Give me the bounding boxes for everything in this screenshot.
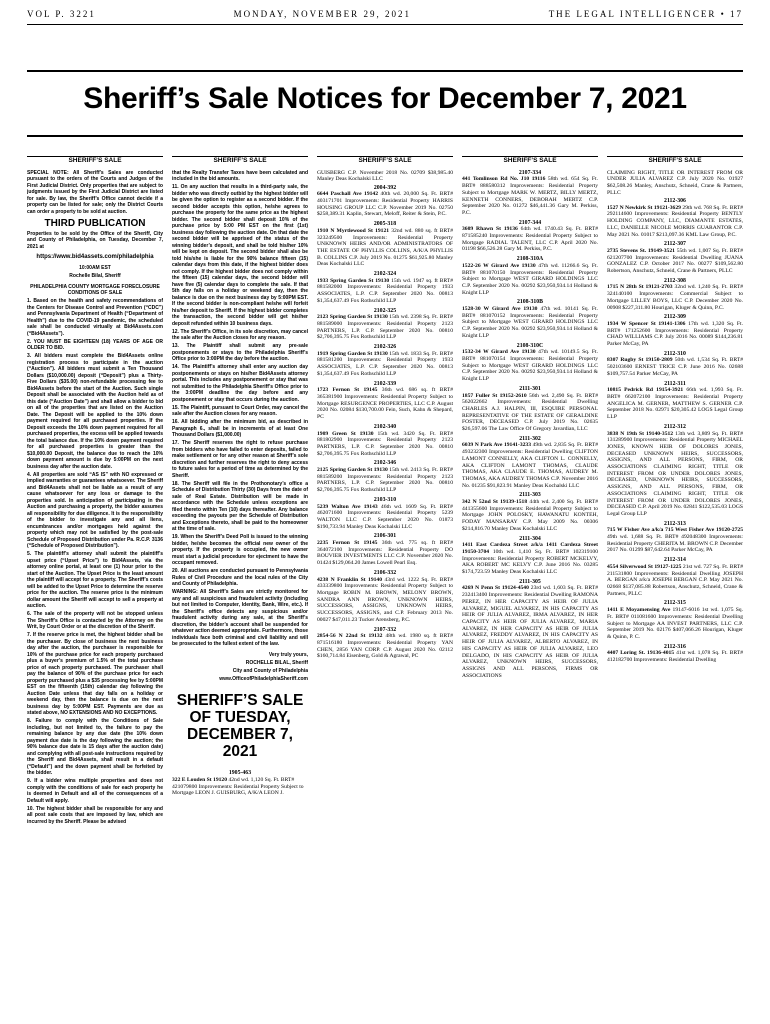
sale-entry-id: 2107-334 (518, 169, 542, 176)
sale-entry-text: 15th wd. 1947 sq. ft BRT# 881582000 Improvements: Residential Property 1933 ASSOCIATES, L.P. C.P. September 2020 No. 00813 $1,354,637.49 Fox Rothschild LLP (317, 277, 453, 304)
sale-entry-address: 2123 Spring Garden St 19130 (317, 314, 388, 321)
sale-entry-id: 2004-392 (373, 184, 397, 191)
sale-entry (317, 424, 453, 458)
sale-entry-address: 1411 East Cardeza Street a/k/a 1411 Cardeza Street 19150-3704 (462, 542, 598, 555)
issue-date: MONDAY, NOVEMBER 29, 2021 (233, 9, 411, 19)
sale-entry (317, 570, 453, 624)
sale-entry-text: 10th wd. 1,410 Sq. Ft. BRT# 102319100 Improvements: Residential Property ROBERT MCKELVY, AKA ROBERT MC KELVY C.P. June 2016 No. 03285 $174,723.59 Manley Deas Kochalski LLC (462, 548, 598, 576)
sale-entry (462, 256, 598, 296)
sale-entry-id: 2111-303 (519, 492, 541, 499)
sale-entry-text: 64th wd. 1740.43 Sq. Ft. BRT# 871585240 Improvements: Residential Property Subject to Mortgage RADIAL TALENT, LLC C.P. April 2020 No. 01198 $66,526.28 Gary M. Perkiss, P.C. (462, 226, 598, 253)
sale-entry (607, 198, 743, 238)
condition-text: 16. All bidding after the minimum bid, as described in Paragraph 6., shall be in increments of at least One Thousand Dollars ($1,000.00) (172, 419, 308, 439)
sale-entry (462, 220, 598, 254)
sale-entry-id: 2112-316 (664, 643, 686, 650)
sale-entry-id: 2102-326 (373, 344, 397, 351)
continued-text: GUISBERG C.P. November 2018 No. 02709 $38,985.40 Manley Deas Kochalski LLC (317, 169, 453, 183)
sale-entry-address: 1532-34 W Girard Ave 19130 (462, 349, 536, 356)
sale-entry (462, 492, 598, 532)
sale-entry-address: 1411 E Moyamensing Ave (607, 607, 671, 614)
condition-8: 8. Failure to comply with the Conditions of Sale including, but not limited to, the failure to pay the remaining balance by any due date (the 10% down payment due date is the day following the auction; the 90% balance due date is 15 days after the auction date) and complying with all post-sale instructions required by the Sheriff and Bid4Assets, shall result in a default (“Default”) and the down payment shall be forfeited by the bidder. (27, 718, 163, 777)
condition-9: 9. If a bidder wins multiple properties and does not comply with the conditions of sale for each property he is deemed in Default and all of the consequences of a Default will apply. (27, 778, 163, 804)
section-title: THIRD PUBLICATION (44, 218, 146, 230)
column-header: SHERIFF’S SALE (317, 156, 453, 165)
sale-entry-text: 32nd wd. 880 sq. ft BRT# 323249500 Improvements: Residential Property UNKNOWN HEIRS AND/OR ADMINISTRATORS OF THE ESTATE OF PHYLLIS COLLINS, A/K/A PHYLLIS B. COLLINS C.P. July 2019 No. 01275 $61,925.80 Manley Deas Kochalski LLC (317, 227, 453, 268)
sale-entry-address: 1715 N 28th St 19121-2703 (607, 284, 673, 291)
sale-entry-text: 66th wd. 1,993 Sq. Ft. BRT# 662072100 Improvements: Residential Property ANGELICA M. GERNER, MATTHEW S. GERNER C.P. September 2018 No. 02971 $20,305.42 LOGS Legal Group LLP (607, 387, 743, 421)
sale-entry-text: 58th wd. 654 Sq. Ft. BRT# 888580312 Improvements: Residential Property Subject to Mortgage MARK W. MERTZ, BILLY MERTZ, KENNETH CONNERS, DEBORAH MERTZ C.P. September 2020 No. 01272 $46,441.36 Gary M. Perkiss, P.C. (462, 176, 598, 216)
sale-entry-id: 2108-310C (516, 342, 544, 349)
sale-entry-address: 715 W Fisher Ave a/k/a 715 West Fisher Ave 19120-2725 (607, 527, 743, 534)
condition-1: 1. Based on the health and safety recommendations of the Centers for Disease Control and Prevention (“CDC”) and Pennsylvania Department of Health (“Department of Health”) due to the COVID-19 pandemic, the scheduled sale shall be conducted virtually at Bid4Assets.com (“Bid4Assets”). (27, 298, 163, 337)
condition-4: 4. All properties are sold “AS IS” with NO expressed or implied warranties or guarantees whatsoever. The Sheriff and Bid4Assets shall not be liable as a result of any cause whatsoever for any loss or damage to the properties sold. In anticipation of participating in the Auction and purchasing a property, the bidder assumes all responsibility for due diligence. It is the responsibility of the bidder to investigate any and all liens, encumbrances and/or mortgages held against the property which may not be satisfied by the post-sale Schedule of Proposed Distribution under Pa. R.C.P. 3136 (“Schedule of Proposed Distribution”). (27, 471, 163, 550)
sale-entry (462, 436, 598, 490)
condition-text: 19. When the Sheriff’s Deed Poll is issued to the winning bidder, he/she becomes the official new owner of the property. If the property is occupied, the new owner must start a judicial procedure for ejectment to have the occupant removed. (172, 534, 308, 567)
condition-7: 7. If the reserve price is met, the highest bidder shall be the purchaser. By close of business the next business day after the auction, the purchaser is responsible for 10% of the purchase price for each property purchased plus a buyer’s premium of 1.5% of the total purchase price of each property purchased. The purchaser shall pay the balance of 90% of the purchase price for each property purchased plus a $35 processing fee by 5:00PM EST on the fifteenth (15th) calendar day following the Auction Date unless that day falls on a holiday or weekend day, then the balance is due on the next business day by 5:00PM EST. Payments are due as stated above, NO EXTENSIONS AND NO EXCEPTIONS. (27, 632, 163, 717)
sale-entry (317, 185, 453, 219)
sale-entry-text: 21st wd. 727 Sq. Ft. BRT# 211531800 Improvements: Residential Dwelling JOSEPH A. BERGAN a/k/a JOSEPH BERGAN C.P. May 2021 No. 02668 $137,085.88 Robertson, Anschutz, Schneid, Crane & Partners, PLLC (607, 563, 743, 597)
sale-entry-text: 15th wd. 1833 Sq. Ft. BRT# 881581200 Improvements: Residential Property 1933 ASSOCIATES, L.P. C.P. September 2020 No. 00813 $1,354,637.49 Fox Rothschild LLP (317, 350, 453, 377)
sale-entry-address: 3838 N 19th St 19140-3512 (607, 430, 674, 437)
sale-entry-address: 2854-56 N 22nd St 19132 (317, 633, 383, 640)
sale-entry-address: 1934 W Spencer St 19141-1306 (607, 320, 686, 327)
sale-entry (607, 241, 743, 275)
condition-text: that the Realty Transfer Taxes have been calculated and included in the bid amounts. (172, 169, 308, 183)
condition-6: 6. The sale of the property will not be stopped unless The Sheriff’s Office is contacted by the Attorney on the Writ, by Court Order or at the discretion of the Sheriff. (27, 611, 163, 631)
sale-entry (317, 533, 453, 567)
sale-entry (607, 557, 743, 597)
entries-container (607, 198, 743, 664)
sale-entry (462, 536, 598, 576)
sale-entry (317, 627, 453, 661)
sale-entry-id: 2107-332 (373, 626, 397, 633)
sale-entry (607, 314, 743, 348)
sale-entry (317, 271, 453, 305)
sale-entry-address: 4269 N Penn St 19124-4540 (462, 585, 529, 592)
sale-entry-text: 19147-6016 1st wd. 1,075 Sq. Ft. BRT# 011081600 Improvements: Residential Dwelling Subject to Mortgage AA INVEST PARTNERS, LLC C.P. September 2019 No. 02176 $407,066.26 Hourigan, Kluger & Quinn, P. C. (607, 607, 743, 640)
properties-line: Properties to be sold by the Office of the Sheriff, City and County of Philadelphia, on Tuesday, December 7, 2021 at (27, 230, 163, 250)
condition-text: 15. The Plaintiff, pursuant to Court Order, may cancel the sale after the Auction closes for any reason. (172, 404, 308, 418)
signature-city: City and County of Philadelphia (232, 667, 308, 674)
sale-entry-address: 1528-30 W Girard Ave 19130 (462, 306, 538, 313)
sale-entry-text: 49th wd. 1,688 Sq. Ft. BRT# 492048300 Improvements: Residential Property CHERITA M. BROWN C.P. December 2017 No. 01299 $87,642.64 Parker McCay, PA (607, 534, 743, 554)
sale-entry-text: 47th wd. 10149.5 Sq. Ft. BRT# 881070154 Improvements: Residential Property Subject to Mortgage WEST GIRARD HOLDINGS LLC C.P. September 2020 No. 00292 $23,950,934.14 Holland & Knight LLP (462, 349, 598, 383)
entries-container (462, 170, 598, 680)
sale-entry (462, 299, 598, 339)
sale-entry-text: 29th wd. 768 Sq. Ft. BRT# 292114600 Improvements: Residential Property BENTLY HOLDING COMPANY, LLC, DIAMANTE ESTATES, LLC, DANIELLE NICOLE MORRIS GUARANTOR C.P. May 2021 No. 01017 $213,097.36 KML Law Group, P.C. (607, 204, 743, 238)
sale-entry-text: 50th wd. 1,534 Sq. Ft. BRT# 502103600 ERNEST TRICE C.P. June 2016 No. 02688 $109,757.54 Parker McCay, PA (607, 357, 743, 377)
signature-url[interactable]: www.OfficeofPhiladelphiaSheriff.com (219, 675, 308, 682)
signature-name: ROCHELLE BILAL, Sheriff (245, 659, 308, 666)
sale-entry-text: 48th wd. 1980 sq. ft BRT# 871516180 Improvements: Residential Property YAN CHEN, 2856 YAN CORP. C.P. August 2020 No. 02112 $160,714.84 Eisenberg, Gold & Agrawal, PC (317, 633, 453, 660)
condition-text: 17. The Sheriff reserves the right to refuse purchase from bidders who have failed to enter deposits, failed to make settlement or for any other reason at Sheriff’s sole discretion and further reserves the right to deny access to future sales for a period of time as determined by the Sheriff. (172, 440, 308, 479)
sale-entry-id: 2112-313 (664, 520, 686, 527)
sale-entry-text: 56th wd. 2,490 Sq. Ft. BRT# 562022662 Improvements: Residential Dwelling CHARLES A.J. HALPIN, III, ESQUIRE PERSONAL REPRESENTATIVE OF THE ESTATE OF GERALDINE FOSTER, DECEASED C.P. July 2019 No. 02635 $26,597.06 The Law Office Of Gregory Javardian, LLC (462, 392, 598, 433)
sale-entry (607, 424, 743, 518)
sale-entry-address: 1857 Fuller St 19152-2610 (462, 392, 527, 399)
sale-entry-text: 17th wd. 1,320 Sq. Ft. BRT# 171252600 Improvements: Residential Property CHAD WILLIAMS C.P. July 2016 No. 00089 $144,236.81 Parker McCay, PA (607, 320, 743, 348)
column-header: SHERIFF’S SALE (27, 156, 163, 165)
column-5 (607, 156, 743, 1018)
sale-entry-address: 1527 N Newkirk St 19121-3629 (607, 204, 681, 211)
sale-entry (607, 351, 743, 378)
sale-entry-text: 49th wd. 2,835 Sq. Ft. BRT# 493232300 Improvements: Residential Dwelling CLIFTON LAMONT CONNELLY, AKA CLIFTON L. CONNELLY, AKA CLIFTON LAMONT THOMAS, CLAUDE THOMAS, AKA CLAUDE E. THOMAS, AUDREY M. THOMAS, AKA AUDREY THOMAS C.P. November 2016 No. 01235 $91,823.91 Manley Deas Kochalski LLC (462, 442, 598, 489)
condition-text: 18. The Sheriff will file in the Prothonotary’s office a Schedule of Distribution Thirty (30) Days from the date of sale of Real Estate. Distribution will be made in accordance with the Schedule unless exceptions are filed thereto within Ten (10) days thereafter. Any balance exceeding the payouts per the Schedule of Distribution and Exceptions thereto, shall be paid to the homeowner at the time of sale. (172, 480, 308, 533)
special-note: SPECIAL NOTE: All Sheriff’s Sales are conducted pursuant to the orders of the Courts and Judges of the First Judicial District. Only properties that are subject to judgments issued by the First Judicial District are listed for sale. By law, the Sheriff’s Office cannot decide if a property can be listed for sale; only the District Courts can order a property to be sold at auction. (27, 169, 163, 215)
sale-entry-id: 2112-312 (664, 423, 686, 430)
sale-entry-id: 2111-304 (519, 535, 541, 542)
sale-entry-address: 2235 Fernon St 19145 (317, 540, 378, 547)
sale-entry-id: 2112-307 (664, 241, 686, 248)
sale-entry-address: 1919 Spring Garden St 19130 (317, 350, 388, 357)
sale-entry-id: 2112-314 (664, 557, 686, 564)
sale-entry (607, 278, 743, 312)
sale-entry-id: 2112-309 (664, 314, 686, 321)
condition-5: 5. The plaintiff’s attorney shall submit the plaintiff’s upset price (“Upset Price”) to Bid4Assets, via the attorney online portal, at least one (1) hour prior to the start of the Auction. The Upset Price is the least amount the plaintiff will accept for a property. The Sheriff’s costs will be added to the Upset Price to determine the reserve price for the auction. The reserve price is the minimum dollar amount the Sheriff will accept to sell a property at auction. (27, 551, 163, 610)
sale-entry (317, 344, 453, 378)
sale-entry (317, 497, 453, 531)
sale-entry (607, 600, 743, 640)
sale-entry-text: 40th wd. 20,000 Sq. Ft. BRT# 403171701 Improvements: Residential Property HARRIS HOUSING GROUP LLC C.P. November 2019 No. 02750 $258,389.31 Kaplin, Stewart, Meloff, Reiter & Stein, P.C. (317, 191, 453, 218)
warning-text: WARNING: All Sheriff’s Sales are strictly monitored for any and all suspicious and fraudulent activity (including but not limited to Computer, Identity, Bank, Wire, etc.). If the Sheriff’s office detects any suspicious and/or fraudulent activity during any sale, at the Sheriff’s discretion, the bidder’s account shall be suspended for whatever action deemed appropriate. Furthermore, those individuals face both criminal and civil liability and will be prosecuted to the fullest extent of the law. (172, 589, 308, 648)
sale-entry-address: 1522-26 W Girard Ave 19130 (462, 262, 536, 269)
sale-entry-address: 2125 Spring Garden St 19130 (317, 467, 388, 474)
column-1 (27, 156, 163, 1018)
entries-container (317, 185, 453, 660)
sale-entry-text: 42nd wd. 1,120 Sq. Ft. BRT# 421079800 Improvements: Residential Property Subject to Mortgage LEON J. GUISBURG, A/K/A LEON J. (172, 776, 304, 797)
sale-entry-address: 322 E Louden St 19120 (172, 776, 228, 783)
sale-entry (172, 770, 308, 797)
column-4 (462, 156, 598, 1018)
sale-entry (607, 644, 743, 664)
sale-entry-id: 2102-339 (373, 380, 397, 387)
sale-entry-address: 1723 Fernon St 19145 (317, 387, 378, 394)
sale-entry-address: 1909 Green St 19130 (317, 430, 374, 437)
sale-entry-text: 41st wd. 1,078 Sq. Ft. BRT# 412182700 Improvements: Residential Dwelling (607, 650, 743, 664)
sale-entry-address: 342 N 52nd St 19139-1518 (462, 499, 528, 506)
sale-entry-address: 8307 Rugby St 19150-2809 (607, 357, 673, 364)
sale-entry-id: 2103-310 (373, 496, 397, 503)
sale-entry-id: 2111-301 (519, 385, 541, 392)
title-rule-top (27, 70, 743, 72)
sale-entry-id: 2111-305 (519, 578, 541, 585)
sale-entry-id: 2106-332 (373, 569, 397, 576)
sale-entry-text: 44th wd. 2,400 Sq. Ft. BRT# 441355600 Improvements: Residential Property Subject to Mortgage JOHN POLOSKY, HAWANATU KONTEH, FODAY MANSARAY C.P. May 2009 No. 00306 $214,816.70 Manley Deas Kochalski LLC (462, 499, 598, 532)
volume-label: VOL P. 3221 (27, 9, 96, 19)
column-2 (172, 156, 308, 1018)
sale-entry-address: 1910 N Myrtlewood St 19121 (317, 227, 390, 234)
column-header: SHERIFF’S SALE (607, 156, 743, 165)
sale-entry-address: 4554 Silverwood St 19127-1225 (607, 563, 682, 570)
sale-entry-text: 15th wd. 2413 Sq. Ft. BRT# 881589200 Improvements: Residential Property 2123 PARTNERS, L.P. C.P. September 2020 No. 00810 $2,706,395.75 Fox Rothschild LLP (317, 467, 453, 494)
sale-entry (607, 521, 743, 555)
sale-entry (462, 343, 598, 383)
sale-entry-address: 10815 Pedrick Rd 19154-3921 (607, 387, 684, 394)
condition-text: 20. All auctions are conducted pursuant to Pennsylvania Rules of Civil Procedure and the local rules of the City and County of Philadelphia. (172, 568, 308, 588)
sale-entry (462, 170, 598, 217)
column-header: SHERIFF’S SALE (462, 156, 598, 165)
notice-columns (27, 156, 743, 1018)
auction-url[interactable]: https://www.bid4assets.com/philadelphia (36, 254, 154, 261)
sale-entry-text: 36th wd. 775 sq. ft BRT# 364072100 Improvements: Residential Property DO BOUVIER INVESTMENTS LLC C.P. November 2020 No. 01424 $129,064.20 James Lowell Pearl Esq. (317, 540, 453, 567)
sale-entry-id: 2112-310 (664, 350, 686, 357)
sale-entry-address: 441 Tomlinson Rd No. J10 19116 (462, 176, 546, 183)
sale-entry-id: 2111-302 (519, 435, 541, 442)
sale-entry-text: 46th wd. 1609 Sq. Ft. BRT# 462071600 Improvements: Residential Property 5239 WALTON LLC C.P. September 2020 No. 01873 $190,733.94 Manley Deas Kochalski LLC (317, 503, 453, 530)
sheriff-name: Rochelle Bilal, Sheriff (69, 273, 121, 280)
column-3 (317, 156, 453, 1018)
sale-entry (317, 460, 453, 494)
sale-entry-text: 15th wd. 3420 Sq. Ft. BRT# 881802900 Improvements: Residential Property 2123 PARTNERS, L.P. C.P. September 2020 No. 00810 $2,706,395.75 Fox Rothschild LLP (317, 430, 453, 457)
sale-entry-text: 55th wd. 1,007 Sq. Ft. BRT# 621207700 Improvements: Residential Dwelling JUANA GONZALEZ C.P. October 2017 No. 00277 $109,562.80 Robertson, Anschutz, Schneid, Crane & Partners, PLLC (607, 247, 743, 275)
sale-entry-address: 1933 Spring Garden St 19130 (317, 277, 390, 284)
signature-closing: Very truly yours, (268, 651, 308, 658)
sale-entry (317, 381, 453, 421)
condition-text: 11. On any auction that results in a third-party sale, the bidder who was directly outbid by the highest bidder will be given the option to register as a second bidder. If the second bidder accepts this option, he/she agrees to purchase the property for the same price as the highest bidder. The second bidder shall deposit 10% of the purchase price by 5:00 PM EST on the first (1st) business day following the auction date. On that date the second bidder will be apprised of the status of the winning bidder’s deposit, and shall be told his/her 10% will be kept on deposit. The second bidder shall also be told his/she is liable for the 90% balance fifteen (15) calendar days from this date, if the highest bidder does not comply. If the highest bidder does not comply within the fifteen (15) calendar days, the second bidder will have five (5) calendar days to complete the sale. If that 5th day falls on a holiday or weekend day, then the balance is due on the next business day by 5:00PM EST. If the second bidder is non-compliant he/she will forfeit his/her deposit to Sheriff. If the highest bidder completes the transaction, the second bidder will get his/her deposit refunded within 10 business days. (172, 184, 308, 327)
sale-entry-id: 2112-308 (664, 277, 686, 284)
top-rule (27, 24, 743, 25)
sale-entry-address: 3609 Rhawn St 19136 (462, 226, 518, 233)
page-title: Sheriff’s Sale Notices for December 7, 2021 (83, 82, 687, 115)
sale-entry-address: 5239 Walton Ave 19143 (317, 503, 378, 510)
sale-date-banner: SHERIFF’S SALE OF TUESDAY, DECEMBER 7, 2021 (176, 692, 304, 761)
sale-entry-id: 2102-346 (373, 460, 397, 467)
title-rule-bottom (27, 135, 743, 137)
sale-entry-text: 43rd wd. 1222 Sq. Ft. BRT# 433339800 Improvements: Residential Property Subject to Mortgage ROBIN M. BROWN, MELONY BROWN, SANDRA ANN BROWN, UNKNOWN HEIRS, SUCCESSORS, ASSIGNS, UNKNOWN HEIRS, SUCCESSORS, ASSIGNS, and C.P. February 2013 No. 00027 $47,011.23 Tucker Arensberg, P.C. (317, 576, 453, 623)
sale-entry (317, 308, 453, 342)
paper-name: THE LEGAL INTELLIGENCER • 17 (548, 9, 743, 19)
sale-entry (462, 579, 598, 680)
sale-entry-address: 2735 Stevens St. 19149-3521 (607, 247, 675, 254)
condition-text: 12. The Sheriff’s Office, in its sole discretion, may cancel the sale after the Auction closes for any reason. (172, 328, 308, 342)
condition-text: 14. The Plaintiff’s attorney shall enter any auction day postponements or stays on his/her Bid4Assets attorney portal. This includes any postponement or stay that was not submitted to the Philadelphia Sheriff’s Office prior to the 3:00PM deadline the day before and any postponement or stay that occurs during the auction. (172, 364, 308, 403)
masthead (27, 6, 743, 22)
auction-time: 10:00AM EST (79, 265, 111, 272)
sale-entry-text: 47th wd. 10141 Sq. Ft. BRT# 881070152 Improvements: Residential Property Subject to Mortgage WEST GIRARD HOLDINGS LLC C.P. September 2020 No. 00292 $23,950,934.14 Holland & Knight LLP (462, 306, 598, 339)
sale-entry-address: 4407 Loring St. 19136-4015 (607, 650, 675, 657)
column-header: SHERIFF’S SALE (172, 156, 308, 165)
sale-entry-text: 32nd wd. 1,240 Sq. Ft. BRT# 324140100 Improvements: Commercial Subject to Mortgage LILLEY BOYS, LLC C.P. December 2020 No. 00908 $227,311.80 Hourigan, Kluger & Quinn, P.C. (607, 284, 743, 311)
condition-3: 3. All bidders must complete the Bid4Assets online registration process to participate in the auction (“Auction”). All bidders must submit a Ten Thousand Dollars ($10,000.00) deposit (“Deposit”) plus a Thirty-Five Dollars ($35.00) non-refundable processing fee to Bid4Assets before the start of the Auction. Such single Deposit shall be associated with the Auction held as of this date (“Auction Date”) and shall allow a bidder to bid on all of the properties that are listed on the Auction Date. The Deposit will be applied to the 10% down payment required for all purchased properties. If the Deposit exceeds the 10% down payment required for all purchased properties, the excess will be applied towards the total balance due. If the 10% down payment required for all purchased properties is greater than the $10,000.00 Deposit, the balance due to reach the 10% down payment amount is due by 5:00PM on the next business day after the auction date. (27, 353, 163, 470)
sale-entry-id: 2005-318 (373, 221, 397, 228)
sale-entry-id: 2108-310B (516, 299, 544, 306)
sale-entry-address: 6644 Paschall Ave 19142 (317, 191, 379, 198)
condition-text: 13. The Plaintiff shall submit any pre-sale postponements or stays to the Philadelphia Sheriff’s Office prior to 3:00PM the day before the auction. (172, 343, 308, 363)
conditions-heading: PHILADELPHIA COUNTY MORTGAGE FORECLOSURE CONDITIONS OF SALE (30, 283, 160, 297)
sale-entry-id: 2106-301 (373, 533, 397, 540)
condition-2: 2. YOU MUST BE EIGHTEEN (18) YEARS OF AGE OR OLDER TO BID. (27, 338, 163, 352)
continued-text: CLAIMING RIGHT, TITLE OR INTEREST FROM OR UNDER JULIA ALVAREZ C.P. July 2020 No. 01927 $62,508.26 Manley, Anschutz, Schneid, Crane & Partners, PLLC (607, 169, 743, 196)
sale-entry-id: 2107-344 (518, 219, 542, 226)
sale-entry-text: 13th wd. 3,809 Sq. Ft. BRT# 131289900 Improvements: Residential Property MICHAEL JONES, KNOWN HEIR OF DOLORES JONES, DECEASED UNKNOWN HEIRS, SUCCESSORS, ASSIGNS, AND ALL PERSONS, FIRM, OR ASSOCIATIONS CLAIMING RIGHT, TITLE OR INTEREST FROM OR UNDER DOLORES JONES, DECEASED, UNKNOWN HEIRS, SUCCESSORS, ASSIGNS, AND ALL PERSONS, FIRM, OR ASSOCIATIONS CLAIMING RIGHT, TITLE OR INTEREST FROM OR UNDER DOLORES JONES, DECEASED C.P. April 2019 No. 02841 $122,535.03 LOGS Legal Group LLP (607, 430, 743, 517)
sale-entry-address: 6039 N Park Ave 19141-3233 (462, 442, 532, 449)
sale-entry-id: 2108-310A (516, 256, 544, 263)
sale-entry (462, 386, 598, 433)
sale-entry-id: 1905-463 (228, 770, 252, 777)
sale-entry-id: 2112-311 (664, 380, 686, 387)
sale-entry-text: 47th wd. 11266.6 Sq. Ft. BRT# 881070150 Improvements: Residential Property Subject to Mortgage WEST GIRARD HOLDINGS LLC C.P. September 2020 No. 00292 $23,950,934.14 Holland & Knight LLP (462, 262, 598, 296)
sale-entry-text: 23rd wd. 1,603 Sq. Ft. BRT# 232413400 Improvements: Residential Dwelling RAMONA PEREZ, IN HER CAPACITY AS HEIR OF JULIA ALVAREZ, MIGUEL ALVAREZ, IN HIS CAPACITY AS HEIR OF JULIA ALVAREZ, IRMA ALVAREZ, IN HER CAPACITY AS HEIR OF JULIA ALVAREZ, MARIA ALVAREZ, IN HER CAPACITY AS HEIR OF JULIA ALVAREZ, FREDDY ALVAREZ, IN HIS CAPACITY AS HEIR OF JULIA ALVAREZ, ALBERTO ALVAREZ, IN HIS CAPACITY AS HEIR OF JULIA ALVAREZ, LEO DELGADO, IN HIS CAPACITY AS HEIR OF JULIA ALVAREZ, UNKNOWN HEIRS, SUCCESSORS, ASSIGNS AND ALL PERSONS, FIRMS OR ASSOCIATIONS (462, 585, 598, 679)
sale-entry-id: 2102-325 (373, 307, 397, 314)
condition-10: 10. The highest bidder shall be responsible for any and all post sale costs that are imposed by law, which are incurred by the Sheriff. Please be advised (27, 805, 163, 825)
sale-entry-id: 2102-324 (373, 271, 397, 278)
sale-entry-text: 36th wd. 686 sq. ft BRT# 365381900 Improvements: Residential Property Subject to Mortgage RESURGENCE PROPERTIES, LLC C.P. August 2020 No. 02084 $130,700.00 Fein, Such, Kahn & Shepard, PC (317, 387, 453, 421)
sale-entry-address: 4238 N Franklin St 19140 (317, 576, 383, 583)
sale-entry-id: 2102-340 (373, 423, 397, 430)
sale-entry-id: 2112-315 (664, 600, 686, 607)
sale-entry (607, 381, 743, 421)
sale-entry-id: 2112-306 (664, 198, 686, 205)
sale-entry (317, 221, 453, 268)
sale-entry-text: 15th wd. 2398 Sq. Ft. BRT# 881589000 Improvements: Residential Property 2123 PARTNERS, L.P. C.P. September 2020 No. 00810 $2,706,395.75 Fox Rothschild LLP (317, 314, 453, 341)
